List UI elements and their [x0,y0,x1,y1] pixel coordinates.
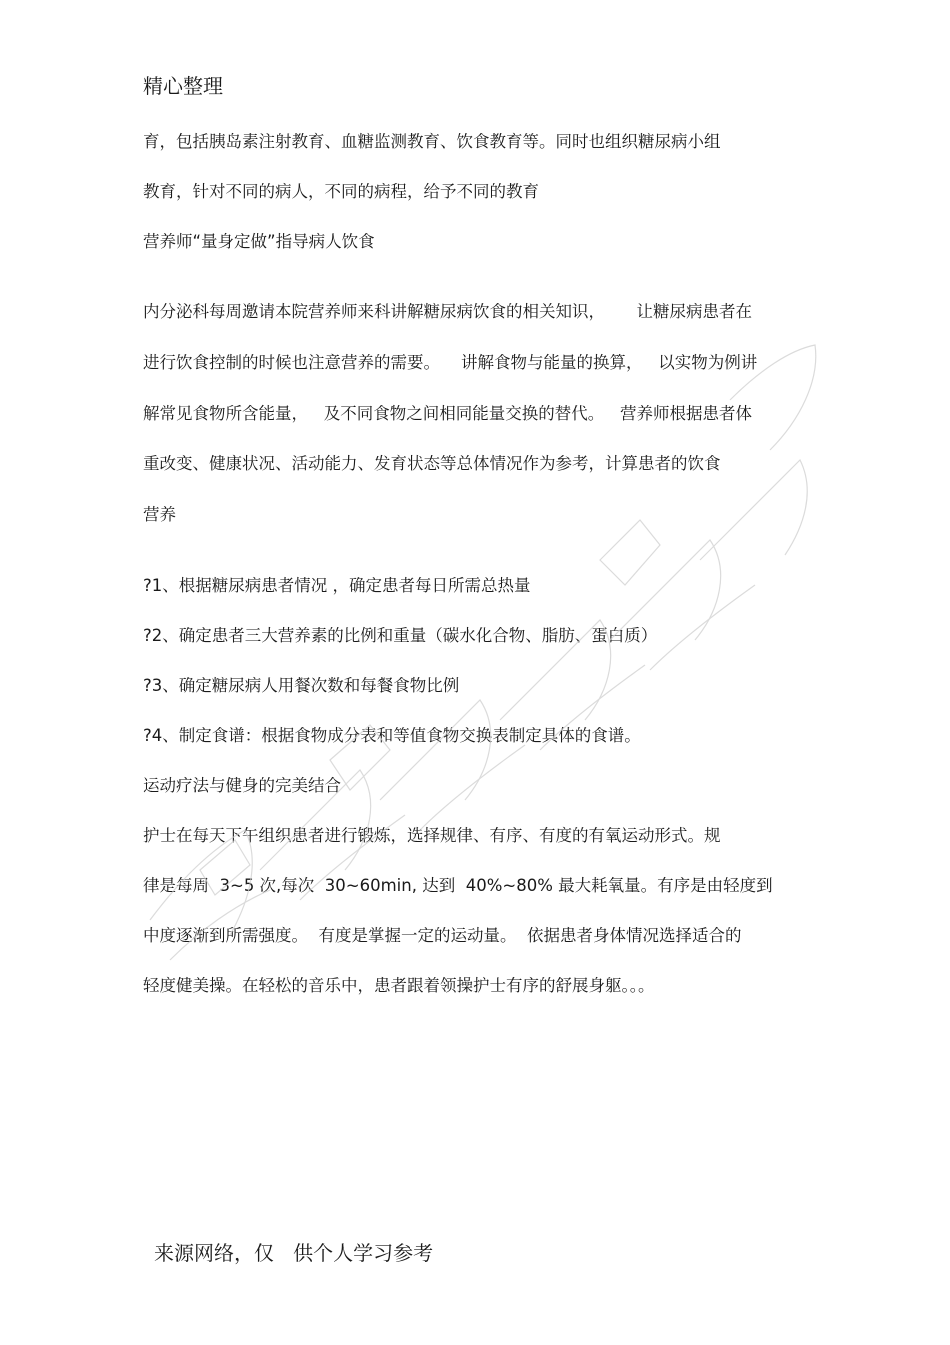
list-item: ?4、制定食谱：根据食物成分表和等值食物交换表制定具体的食谱。 [143,726,641,745]
paragraph-line: 轻度健美操。在轻松的音乐中，患者跟着领操护士有序的舒展身躯。。。 [143,976,655,995]
paragraph-line: 律是每周 3~5 次,每次 30~60min, 达到 40%~80% 最大耗氧量。有序是由轻度到 [143,876,773,895]
section-heading: 运动疗法与健身的完美结合 [143,776,341,795]
paragraph-line: 中度逐渐到所需强度。 有度是掌握一定的运动量。 依据患者身体情况选择适合的 [143,926,742,945]
paragraph-line: 营养 [143,505,176,524]
paragraph-line: 内分泌科每周邀请本院营养师来科讲解糖尿病饮食的相关知识， 让糖尿病患者在 [143,302,752,321]
paragraph-line: 解常见食物所含能量， 及不同食物之间相同能量交换的替代。 营养师根据患者体 [143,404,752,423]
paragraph-line: 重改变、健康状况、活动能力、发育状态等总体情况作为参考，计算患者的饮食 [143,454,721,473]
header-title: 精心整理 [143,74,223,98]
list-item: ?2、确定患者三大营养素的比例和重量（碳水化合物、脂肪、蛋白质） [143,626,658,645]
list-item: ?1、根据糖尿病患者情况 ，确定患者每日所需总热量 [143,576,531,595]
paragraph-line: 教育，针对不同的病人，不同的病程，给予不同的教育 [143,182,539,201]
footer-note: 来源网络，仅 供个人学习参考 [154,1241,434,1265]
list-item: ?3、确定糖尿病人用餐次数和每餐食物比例 [143,676,460,695]
paragraph-line: 护士在每天下午组织患者进行锻炼，选择规律、有序、有度的有氧运动形式。规 [143,826,721,845]
paragraph-line: 进行饮食控制的时候也注意营养的需要。 讲解食物与能量的换算， 以实物为例讲 [143,353,758,372]
section-heading: 营养师“量身定做”指导病人饮食 [143,232,375,251]
paragraph-line: 育，包括胰岛素注射教育、血糖监测教育、饮食教育等。同时也组织糖尿病小组 [143,132,721,151]
